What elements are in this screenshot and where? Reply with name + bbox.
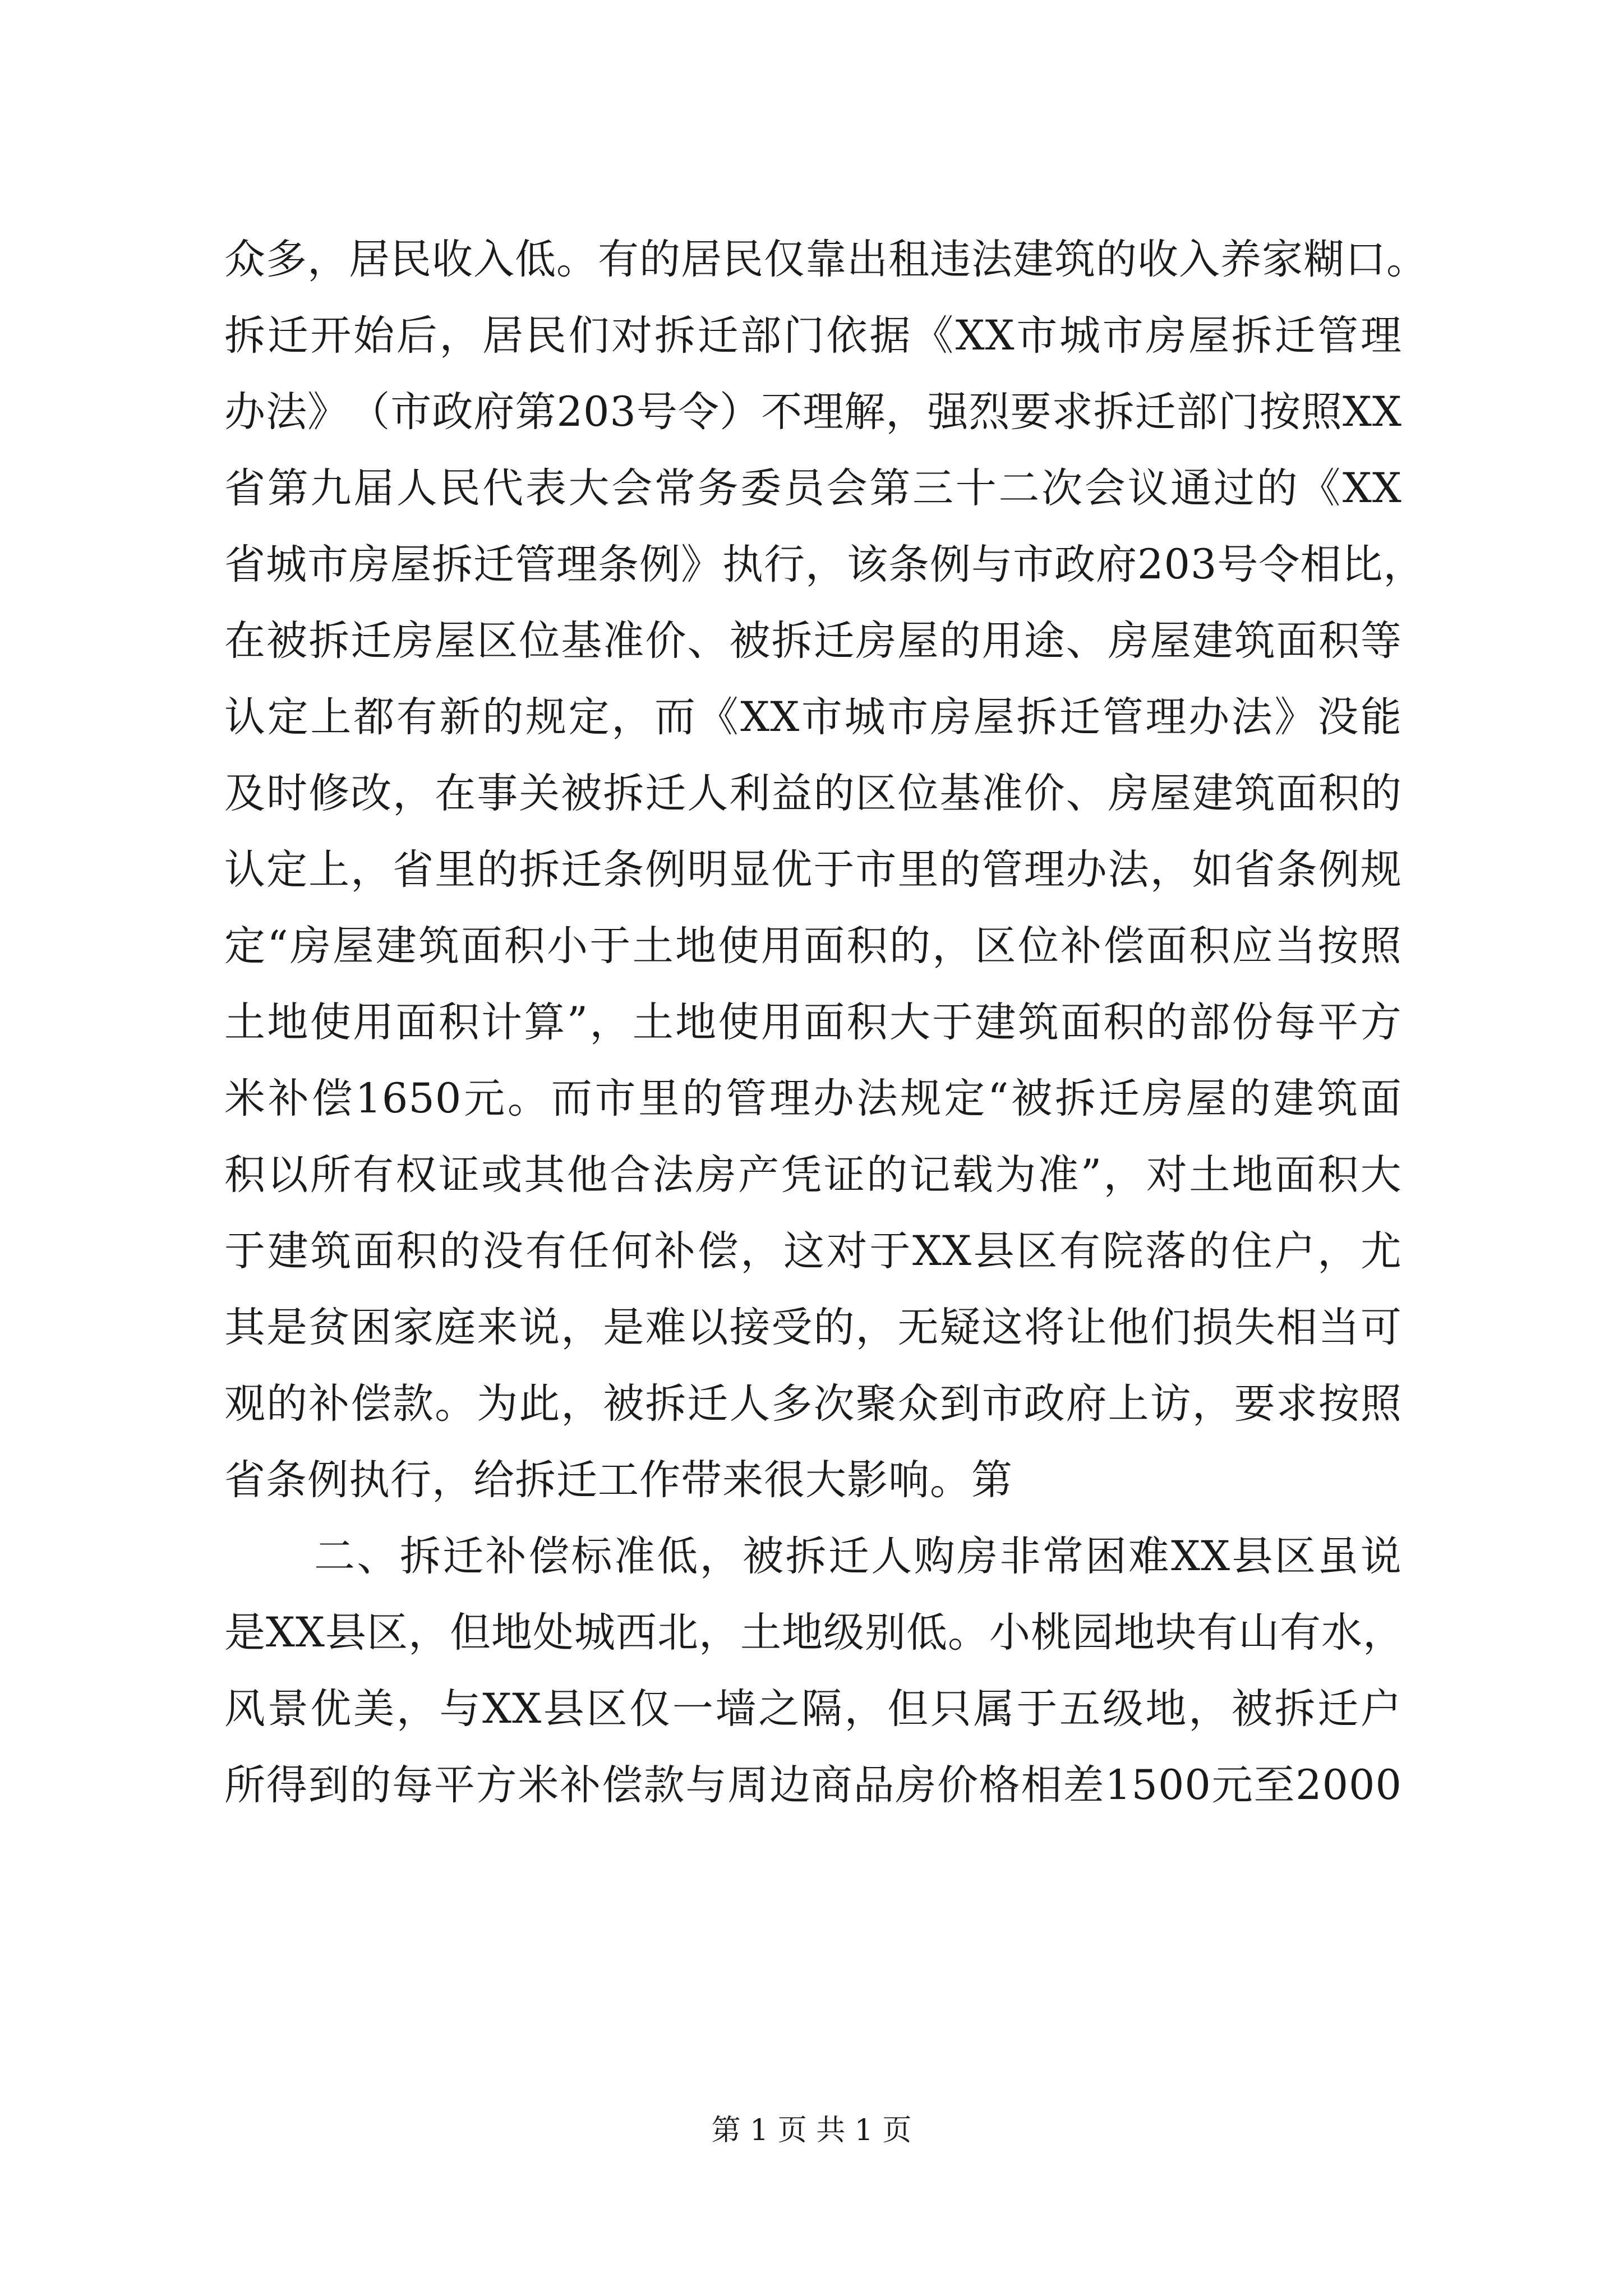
paragraph-start-line: 二 、 拆 迁 补 偿 标 准 低 ， 被 拆 迁 人 购 房 非 常 困 难 XX 县 区 虽 说 <box>314 1533 1402 1580</box>
text-line: 所 得 到 的 每 平 方 米 补 偿 款 与 周 边 商 品 房 价 格 相 差 1500 元 至 2000 <box>224 1761 1402 1809</box>
text-line-last: 省条例执行，给拆迁工作带来很大影响。第 <box>224 1456 1013 1504</box>
text-line: 其 是 贫 困 家 庭 来 说 ， 是 难 以 接 受 的 ， 无 疑 这 将 让 他 们 损 失 相 当 可 <box>224 1304 1402 1351</box>
text-line: 风 景 优 美 ， 与 XX 县 区 仅 一 墙 之 隔 ， 但 只 属 于 五 级 地 ， 被 拆 迁 户 <box>224 1685 1402 1733</box>
text-line: 观 的 补 偿 款 。 为 此 ， 被 拆 迁 人 多 次 聚 众 到 市 政 府 上 访 ， 要 求 按 照 <box>224 1380 1402 1428</box>
text-line: 于 建 筑 面 积 的 没 有 任 何 补 偿 ， 这 对 于 XX 县 区 有 院 落 的 住 户 ， 尤 <box>224 1227 1402 1275</box>
page-number-footer: 第 1 页 共 1 页 <box>711 2114 912 2147</box>
text-line: 认 定 上 ， 省 里 的 拆 迁 条 例 明 显 优 于 市 里 的 管 理 办 法 ， 如 省 条 例 规 <box>224 846 1402 894</box>
text-line: 米 补 偿 1650 元 。 而 市 里 的 管 理 办 法 规 定 “ 被 拆 迁 房 屋 的 建 筑 面 <box>224 1075 1402 1122</box>
text-line: 是 XX 县 区 ， 但 地 处 城 西 北 ， 土 地 级 别 低 。 小 桃 园 地 块 有 山 有 水 ， <box>224 1609 1404 1657</box>
text-line: 省 第 九 届 人 民 代 表 大 会 常 务 委 员 会 第 三 十 二 次 会 议 通 过 的 《 XX <box>224 464 1402 512</box>
text-line: 积 以 所 有 权 证 或 其 他 合 法 房 产 凭 证 的 记 载 为 准 ” ， 对 土 地 面 积 大 <box>224 1151 1402 1199</box>
text-line: 认 定 上 都 有 新 的 规 定 ， 而 《 XX 市 城 市 房 屋 拆 迁 管 理 办 法 》 没 能 <box>224 693 1402 741</box>
text-line: 众 多 ， 居 民 收 入 低 。 有 的 居 民 仅 靠 出 租 违 法 建 筑 的 收 入 养 家 糊 口 。 <box>224 236 1428 283</box>
text-line: 办 法 》 （ 市 政 府 第 203 号 令 ） 不 理 解 ， 强 烈 要 求 拆 迁 部 门 按 照 XX <box>224 388 1402 436</box>
text-line: 拆 迁 开 始 后 ， 居 民 们 对 拆 迁 部 门 依 据 《 XX 市 城 市 房 屋 拆 迁 管 理 <box>224 312 1402 360</box>
text-line: 土 地 使 用 面 积 计 算 ” ， 土 地 使 用 面 积 大 于 建 筑 面 积 的 部 份 每 平 方 <box>224 999 1402 1046</box>
text-line: 定 “ 房 屋 建 筑 面 积 小 于 土 地 使 用 面 积 的 ， 区 位 补 偿 面 积 应 当 按 照 <box>224 922 1402 970</box>
body-text <box>224 222 1428 1824</box>
text-line: 在 被 拆 迁 房 屋 区 位 基 准 价 、 被 拆 迁 房 屋 的 用 途 、 房 屋 建 筑 面 积 等 <box>224 617 1402 665</box>
text-line: 省 城 市 房 屋 拆 迁 管 理 条 例 》 执 行 ， 该 条 例 与 市 政 府 203 号 令 相 比 ， <box>224 541 1425 588</box>
text-line: 及 时 修 改 ， 在 事 关 被 拆 迁 人 利 益 的 区 位 基 准 价 、 房 屋 建 筑 面 积 的 <box>224 770 1402 817</box>
